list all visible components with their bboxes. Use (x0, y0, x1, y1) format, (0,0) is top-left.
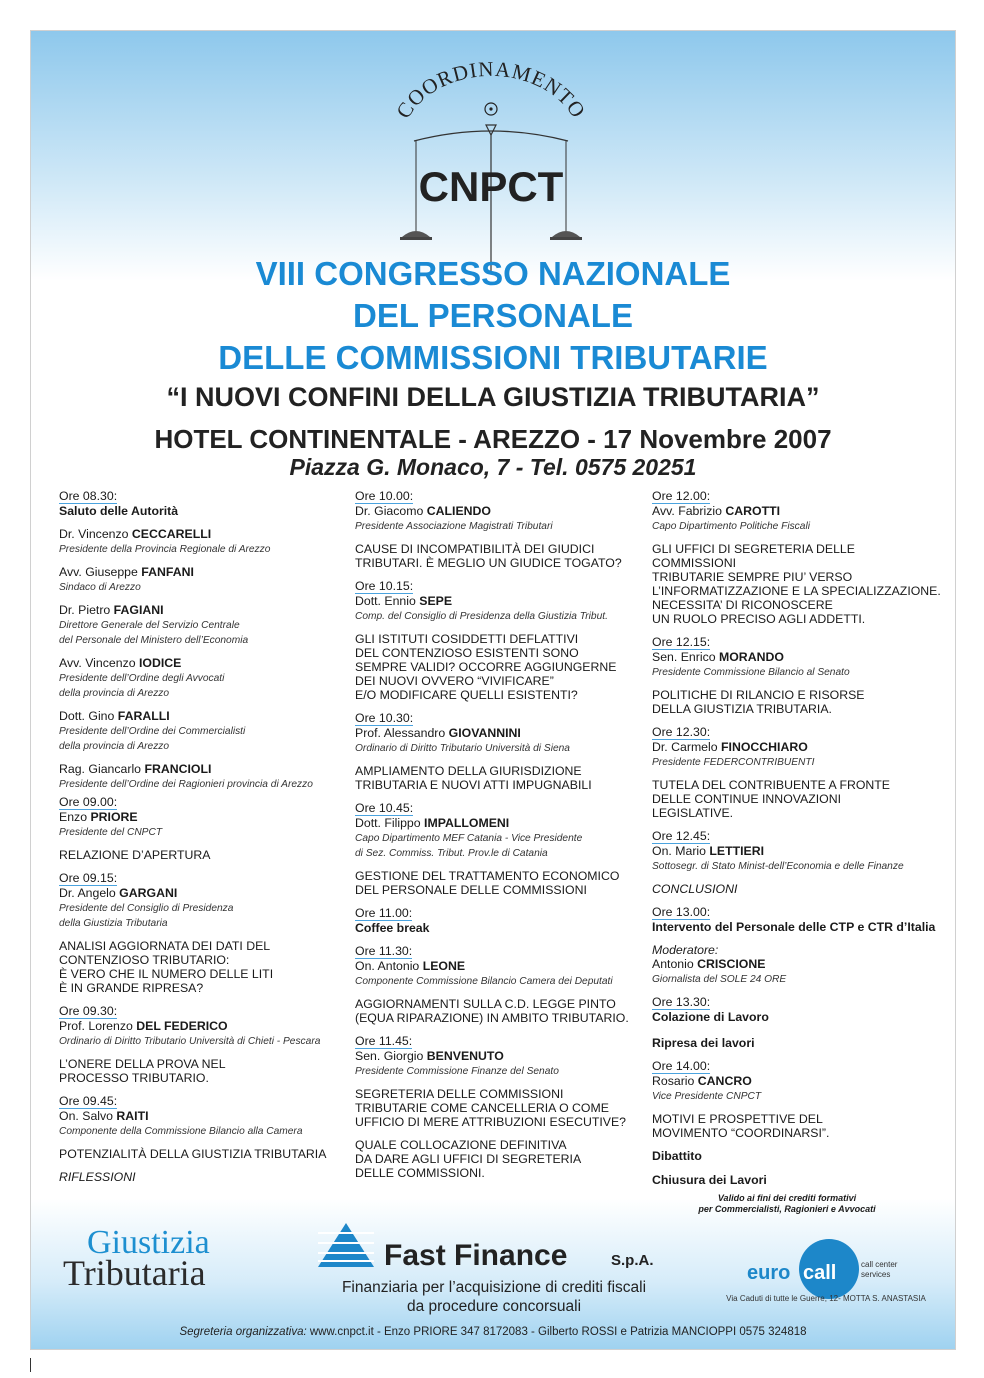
program-column-1 (59, 489, 349, 1193)
time-label: Ore 09.00: (59, 795, 118, 809)
speaker-role: Presidente dell’Ordine dei Ragionieri provincia di Arezzo (59, 779, 313, 790)
speaker-item: Avv. Giuseppe FANFANI Sindaco di Arezzo (59, 565, 194, 593)
talk-topic: AMPLIAMENTO DELLA GIURISDIZIONE TRIBUTARIA E NUOVI ATTI IMPUGNABILI (355, 764, 592, 792)
svg-text:Giustizia: Giustizia (87, 1224, 210, 1261)
speaker-name: LETTIERI (709, 844, 765, 858)
speaker-role: Presidente dell’Ordine degli Avvocati (59, 673, 225, 684)
time-label: Ore 09.30: (59, 1004, 118, 1018)
speaker-role: Presidente del Consiglio di Presidenza (59, 903, 234, 914)
speaker-name: GARGANI (119, 886, 178, 900)
title-line-3: DELLE COMMISSIONI TRIBUTARIE (218, 339, 768, 376)
item-title: Coffee break (355, 921, 430, 935)
speaker-role: Presidente FEDERCONTRIBUENTI (652, 757, 815, 768)
title-line-2: DEL PERSONALE (353, 297, 633, 334)
program-item: Ore 12.30: Dr. Carmelo FINOCCHIARO Presidente FEDERCONTRIBUENTI (652, 725, 815, 768)
speaker-role: Sottosegr. di Stato Minist-dell’Economia e delle Finanze (652, 861, 904, 872)
program-column-3 (652, 489, 942, 1196)
item-title: Chiusura dei Lavori (652, 1173, 767, 1187)
speaker-item: Dr. Pietro FAGIANI Direttore Generale del Servizio Centrale del Personale del Ministero dell’Economia (59, 603, 249, 646)
program-item: Ore 09.00: Enzo PRIORE Presidente del CNPCT (59, 795, 163, 838)
time-label: Ore 09.45: (59, 1094, 118, 1108)
svg-text:Tributaria: Tributaria (63, 1253, 206, 1293)
program-item: Ore 09.45: On. Salvo RAITI Componente della Commissione Bilancio alla Camera (59, 1094, 303, 1137)
speaker-name: MORANDO (719, 650, 784, 664)
speaker-role: Vice Presidente CNPCT (652, 1091, 762, 1102)
program-item: Ore 14.00: Rosario CANCRO Vice Presidente CNPCT (652, 1059, 762, 1102)
speaker-name: FINOCCHIARO (721, 740, 808, 754)
speaker-name: PRIORE (90, 810, 138, 824)
speaker-role: Presidente della Provincia Regionale di Arezzo (59, 544, 271, 555)
speaker-role: Presidente del CNPCT (59, 827, 163, 838)
giustizia-tributaria-logo (59, 1223, 259, 1293)
time-label: Ore 12.30: (652, 725, 711, 739)
footer-label: Segreteria organizzativa: (179, 1326, 307, 1338)
speaker-name: BENVENUTO (426, 1049, 504, 1063)
speaker-role: Presidente Associazione Magistrati Tributari (355, 521, 553, 532)
svg-text:euro: euro (747, 1262, 791, 1284)
footer (31, 1326, 955, 1338)
speaker-name: GIOVANNINI (448, 726, 521, 740)
svg-text:call: call (803, 1262, 837, 1284)
speaker-name: RAITI (116, 1109, 149, 1123)
speaker-name: FRANCIOLI (144, 762, 212, 776)
time-label: Ore 12.15: (652, 635, 711, 649)
svg-text:da procedure concorsuali: da procedure concorsuali (406, 1298, 582, 1315)
time-label: Ore 10.15: (355, 579, 414, 593)
speaker-role: Comp. del Consiglio di Presidenza della Giustizia Tribut. (355, 611, 608, 622)
footer-text: www.cnpct.it - Enzo PRIORE 347 8172083 - Gilberto ROSSI e Patrizia MANCIOPPI 0575 324818 (306, 1326, 807, 1338)
svg-text:S.p.A.: S.p.A. (611, 1252, 654, 1269)
speaker-name: FANFANI (141, 565, 194, 579)
speaker-name: CANCRO (697, 1074, 752, 1088)
program-item: Ore 10.30: Prof. Alessandro GIOVANNINI Ordinario di Diritto Tributario Università di Siena (355, 711, 570, 754)
program-item: Ore 10.00: Dr. Giacomo CALIENDO Presidente Associazione Magistrati Tributari (355, 489, 553, 532)
time-label: Ore 11.45: (355, 1034, 413, 1048)
talk-topic: POTENZIALITÀ DELLA GIUSTIZIA TRIBUTARIA (59, 1147, 327, 1161)
title-line-1: VIII CONGRESSO NAZIONALE (255, 255, 731, 292)
program-item (355, 906, 645, 935)
speaker-name: IODICE (138, 656, 182, 670)
speaker-item: Avv. Vincenzo IODICE Presidente dell’Ordine degli Avvocati della provincia di Arezzo (59, 656, 225, 699)
speaker-role: della Giustizia Tributaria (59, 918, 168, 929)
svg-text:COORDINAMENTO (391, 57, 590, 123)
speaker-name: CRISCIONE (697, 957, 766, 971)
margin-mark (30, 1358, 31, 1372)
speaker-role: Presidente Commissione Finanze del Senato (355, 1066, 559, 1077)
speaker-role: del Personale del Ministero dell’Economia (59, 635, 249, 646)
fast-finance-logo (306, 1221, 686, 1321)
speaker-name: LEONE (422, 959, 466, 973)
talk-topic: ANALISI AGGIORNATA DEI DATI DEL CONTENZIOSO TRIBUTARIO: È VERO CHE IL NUMERO DELLE LITI È IN GRANDE RIPRESA? (59, 939, 274, 995)
time-label: Ore 08.30: (59, 489, 118, 503)
program-item: Ore 11.45: Sen. Giorgio BENVENUTO Presidente Commissione Finanze del Senato (355, 1034, 559, 1077)
item-title: Colazione di Lavoro (652, 1010, 769, 1024)
time-label: Ore 10.30: (355, 711, 414, 725)
speaker-role: Capo Dipartimento MEF Catania - Vice Presidente (355, 833, 583, 844)
subtitle: “I NUOVI CONFINI DELLA GIUSTIZIA TRIBUTARIA” (166, 382, 820, 412)
talk-topic: TUTELA DEL CONTRIBUENTE A FRONTE DELLE CONTINUE INNOVAZIONI LEGISLATIVE. (652, 778, 891, 820)
talk-topic: CAUSE DI INCOMPATIBILITÀ DEI GIUDICI TRIBUTARI. È MEGLIO UN GIUDICE TOGATO? (355, 542, 622, 570)
speaker-role: Sindaco di Arezzo (59, 582, 141, 593)
speaker-name: CAROTTI (725, 504, 781, 518)
venue: HOTEL CONTINENTALE - AREZZO - 17 Novembre 2007 (154, 424, 832, 454)
talk-topic: SEGRETERIA DELLE COMMISSIONI TRIBUTARIE COME CANCELLERIA O COME UFFICIO DI MERE ATTRIBUZIONI ESECUTIVE? (355, 1087, 627, 1129)
speaker-role: della provincia di Arezzo (59, 688, 170, 699)
speaker-role: Ordinario di Diritto Tributario Università di Siena (355, 743, 570, 754)
speaker-role: Giornalista del SOLE 24 ORE (652, 974, 787, 985)
cnpct-logo (386, 51, 596, 276)
talk-topic: L’ONERE DELLA PROVA NEL PROCESSO TRIBUTARIO. (59, 1057, 226, 1085)
program-item: Ore 11.30: On. Antonio LEONE Componente Commissione Bilancio Camera dei Deputati (355, 944, 613, 987)
speaker-role: Capo Dipartimento Politiche Fiscali (652, 521, 810, 532)
talk-topic: GLI ISTITUTI COSIDDETTI DEFLATTIVI DEL CONTENZIOSO ESISTENTI SONO SEMPRE VALIDI? OCCORRE AGGIUNGERNE DEI NUOVI OVVERO “VIVIFICARE” E/O MODIFICARE QUELLI ESISTENTI? (355, 632, 617, 702)
moderator-item: Moderatore: Antonio CRISCIONE Giornalista del SOLE 24 ORE (652, 943, 787, 985)
svg-text:Fast Finance: Fast Finance (384, 1239, 568, 1272)
program-column-2 (355, 489, 645, 1189)
program-item: Ore 10.15: Dott. Ennio SEPE Comp. del Consiglio di Presidenza della Giustizia Tribut. (355, 579, 608, 622)
speaker-name: CALIENDO (426, 504, 491, 518)
speaker-item: Dott. Gino FARALLI Presidente dell’Ordine dei Commercialisti della provincia di Arezzo (59, 709, 246, 752)
svg-text:call center: call center (861, 1260, 898, 1269)
poster (30, 30, 956, 1350)
logo-arc-text: COORDINAMENTO (391, 56, 591, 123)
speaker-name: FARALLI (117, 709, 170, 723)
time-label: Ore 14.00: (652, 1059, 711, 1073)
address: Piazza G. Monaco, 7 - Tel. 0575 20251 (289, 454, 697, 480)
program-item (652, 905, 942, 934)
speaker-name: SEPE (419, 594, 453, 608)
speaker-role: Componente della Commissione Bilancio alla Camera (59, 1126, 303, 1137)
speaker-name: FAGIANI (113, 603, 164, 617)
talk-topic: POLITICHE DI RILANCIO E RISORSE DELLA GIUSTIZIA TRIBUTARIA. (652, 688, 865, 716)
talk-topic: GLI UFFICI DI SEGRETERIA DELLE COMMISSIONI TRIBUTARIE SEMPRE PIU’ VERSO L’INFORMATIZZAZIONE E LA SPECIALIZZAZIONE. NECESSITA’ DI RICONOSCERE UN RUOLO PRECISO AGLI ADDETTI. (652, 542, 941, 626)
speaker-item: Rag. Giancarlo FRANCIOLI Presidente dell’Ordine dei Ragionieri provincia di Arezzo (59, 762, 313, 790)
speaker-role: della provincia di Arezzo (59, 741, 170, 752)
speaker-role: Direttore Generale del Servizio Centrale (59, 620, 240, 631)
speaker-role: di Sez. Commiss. Tribut. Prov.le di Catania (355, 848, 548, 859)
time-label: Ore 12.45: (652, 829, 711, 843)
time-label: Ore 13.00: (652, 905, 711, 919)
logo-name: CNPCT (418, 163, 564, 210)
program-item: Ore 12.00: Avv. Fabrizio CAROTTI Capo Dipartimento Politiche Fiscali (652, 489, 810, 532)
svg-text:Finanziaria per l’acquisizione: Finanziaria per l’acquisizione di crediti fiscali (341, 1279, 647, 1296)
credits-note: Valido ai fini dei crediti formativi per Commercialisti, Ragionieri e Avvocati (698, 1193, 876, 1214)
time-label: Ore 11.30: (355, 944, 413, 958)
talk-topic: MOTIVI E PROSPETTIVE DEL MOVIMENTO “COORDINARSI”. (652, 1112, 830, 1140)
talk-topic: QUALE COLLOCAZIONE DEFINITIVA DA DARE AGLI UFFICI DI SEGRETERIA DELLE COMMISSIONI. (355, 1138, 582, 1180)
speaker-name: DEL FEDERICO (136, 1019, 228, 1033)
talk-topic: CONCLUSIONI (652, 882, 738, 896)
talk-topic: RELAZIONE D’APERTURA (59, 848, 211, 862)
speaker-name: IMPALLOMENI (424, 816, 510, 830)
program-item (59, 489, 349, 518)
speaker-name: CECCARELLI (131, 527, 212, 541)
program-item: Ore 09.15: Dr. Angelo GARGANI Presidente del Consiglio di Presidenza della Giustizia Tributaria (59, 871, 234, 929)
time-label: Ore 12.00: (652, 489, 711, 503)
item-title: Intervento del Personale delle CTP e CTR d’Italia (652, 920, 936, 934)
speaker-role: Ordinario di Diritto Tributario Università di Chieti - Pescara (59, 1036, 321, 1047)
program-item: Ore 12.45: On. Mario LETTIERI Sottosegr. di Stato Minist-dell’Economia e delle Finanze (652, 829, 904, 872)
time-label: Ore 09.15: (59, 871, 118, 885)
speaker-role: Presidente dell’Ordine dei Commercialisti (59, 726, 246, 737)
speaker-item: Dr. Vincenzo CECCARELLI Presidente della Provincia Regionale di Arezzo (59, 527, 271, 555)
time-label: Ore 11.00: (355, 906, 413, 920)
speaker-role: Presidente Commissione Bilancio al Senato (652, 667, 850, 678)
eurocall-address: Via Caduti di tutte le Guerre, 12- MOTTA S. ANASTASIA (726, 1294, 926, 1303)
program-item: Ore 10.45: Dott. Filippo IMPALLOMENI Capo Dipartimento MEF Catania - Vice Presidente di Sez. Commiss. Tribut. Prov.le di Catania (355, 801, 583, 859)
program-item (652, 995, 942, 1024)
talk-topic: GESTIONE DEL TRATTAMENTO ECONOMICO DEL PERSONALE DELLE COMMISSIONI (355, 869, 620, 897)
program-item: Ore 12.15: Sen. Enrico MORANDO Presidente Commissione Bilancio al Senato (652, 635, 850, 678)
program-item: Ore 09.30: Prof. Lorenzo DEL FEDERICO Ordinario di Diritto Tributario Università di Chieti - Pescara (59, 1004, 321, 1047)
svg-text:services: services (861, 1270, 891, 1279)
talk-topic: AGGIORNAMENTI SULLA C.D. LEGGE PINTO (EQUA RIPARAZIONE) IN AMBITO TRIBUTARIO. (355, 997, 629, 1025)
time-label: Ore 13.30: (652, 995, 711, 1009)
talk-topic: RIFLESSIONI (59, 1170, 136, 1184)
time-label: Ore 10.00: (355, 489, 414, 503)
item-title: Saluto delle Autorità (59, 504, 179, 518)
time-label: Ore 10.45: (355, 801, 414, 815)
item-title: Dibattito (652, 1149, 702, 1163)
speaker-role: Componente Commissione Bilancio Camera dei Deputati (355, 976, 613, 987)
item-title: Ripresa dei lavori (652, 1036, 755, 1050)
